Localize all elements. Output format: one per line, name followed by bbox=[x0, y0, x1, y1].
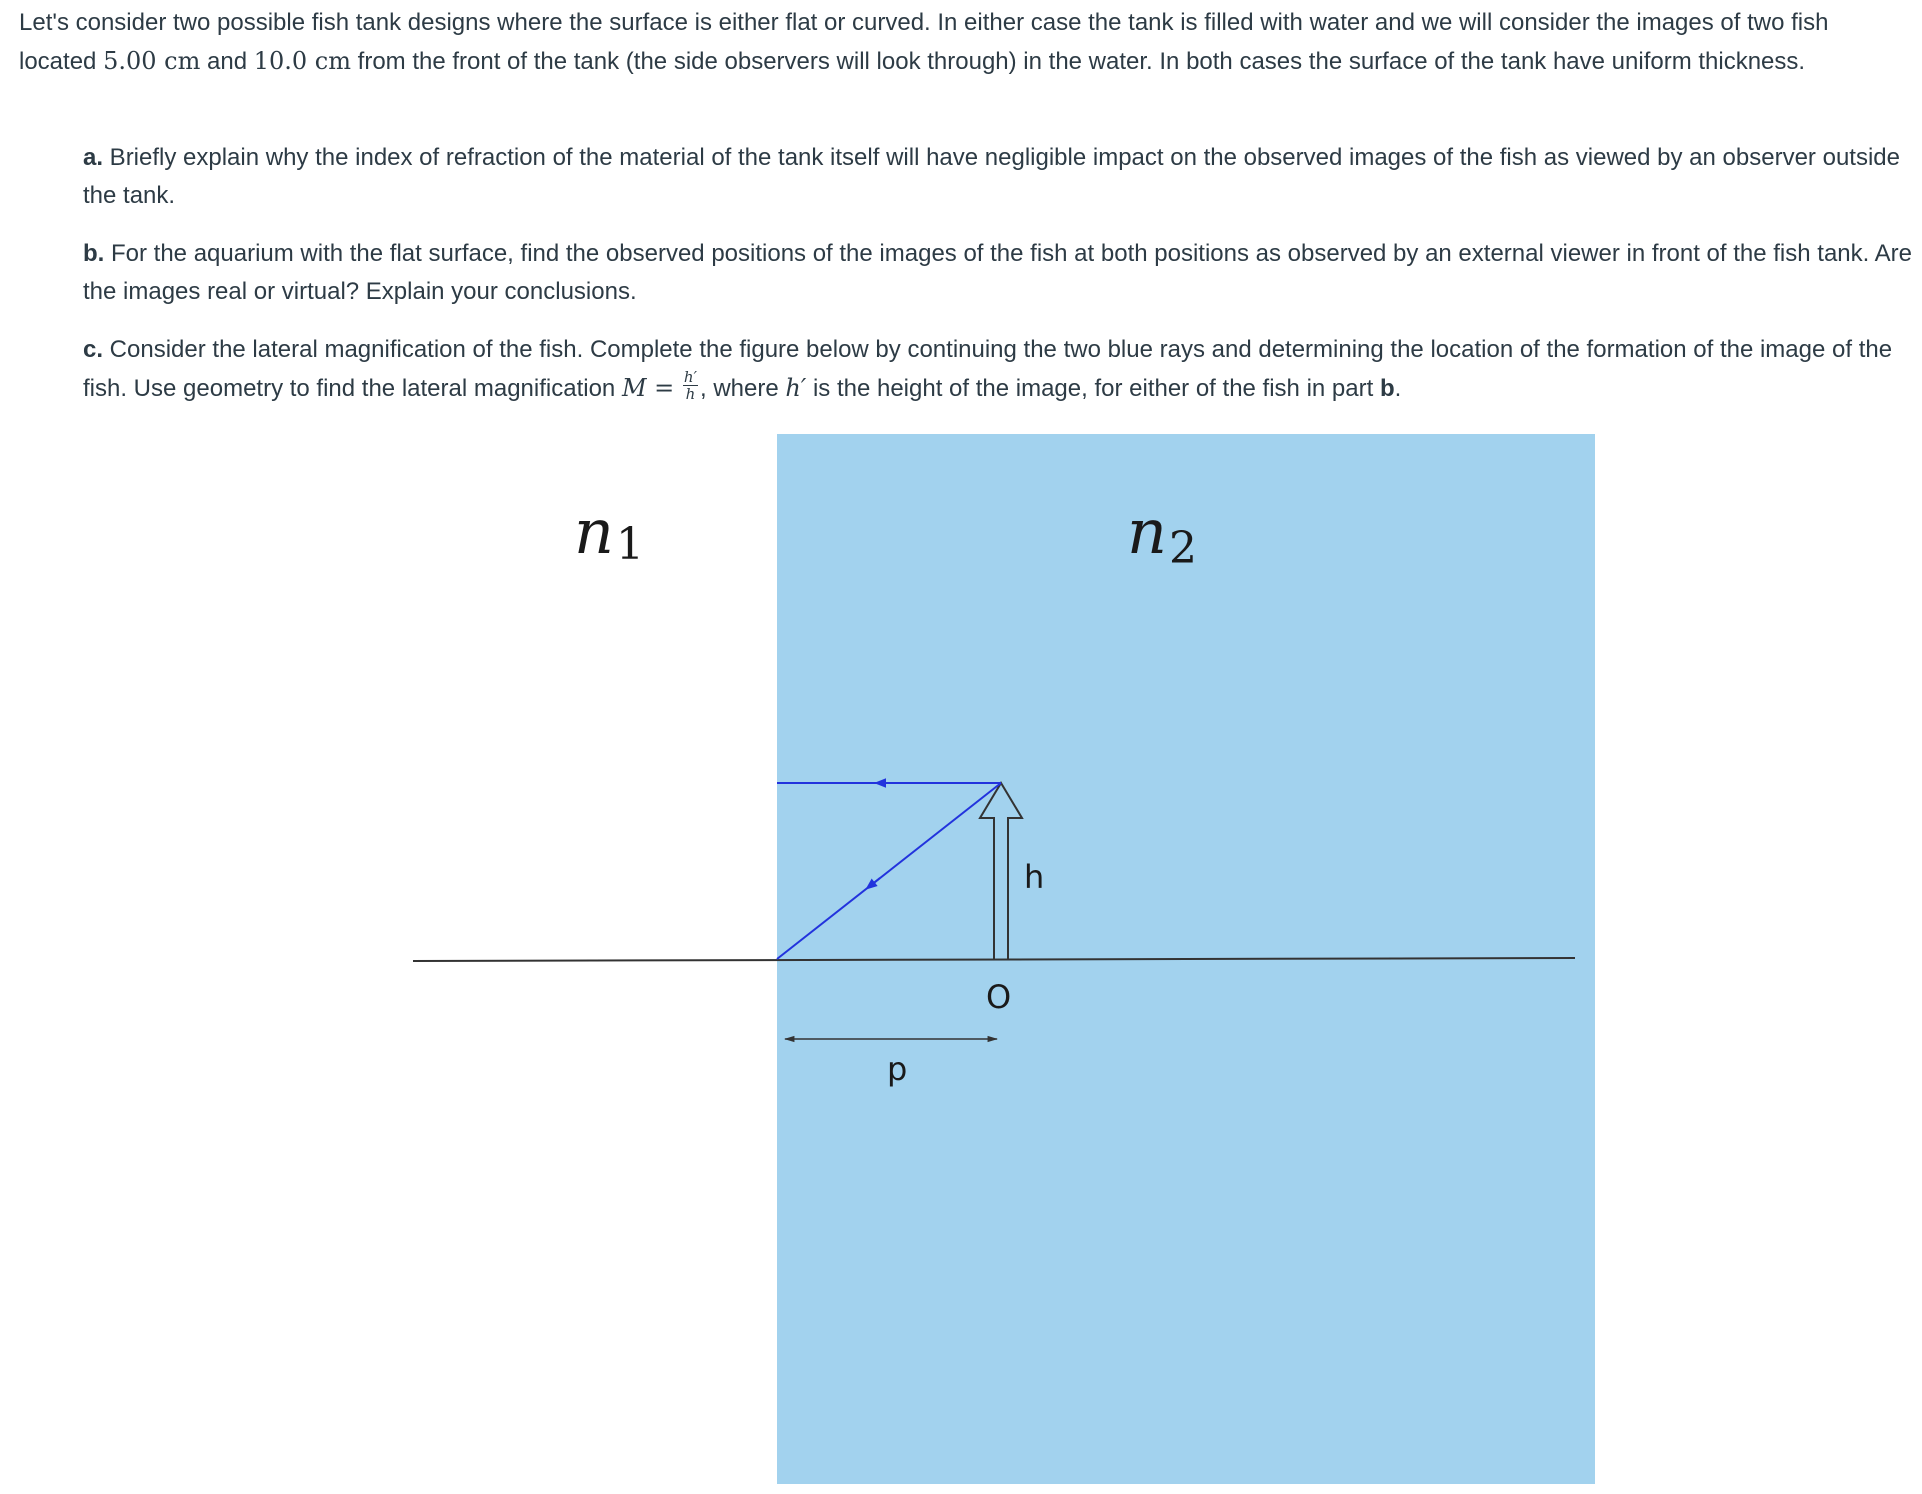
part-a-label: a. bbox=[83, 144, 104, 171]
part-c-label: c. bbox=[83, 336, 104, 363]
n2-letter: n bbox=[1127, 495, 1167, 568]
part-c-text-1: Consider the lateral magnification of the fish. Complete the figure below by continuing the two blue rays and determining the location of the formation of the image of the fish. Use geometry to find the lateral magnification bbox=[83, 336, 1893, 402]
magnification-lhs: M = bbox=[621, 374, 675, 402]
intro-text-3: from the front of the tank (the side observers will look through) in the water. In both cases the surface of the tank have uniform thickness. bbox=[350, 48, 1806, 75]
part-a-text: Briefly explain why the index of refraction of the material of the tank itself will have negligible impact on the observed images of the fish as viewed by an observer outside the tank. bbox=[83, 144, 1900, 209]
n1-letter: n bbox=[574, 495, 614, 568]
n1-label bbox=[574, 495, 644, 570]
fraction-numerator: h′ bbox=[683, 368, 697, 387]
part-c-text-4: . bbox=[1394, 375, 1402, 402]
n1-subscript: 1 bbox=[615, 519, 644, 570]
part-c-text-3: is the height of the image, for either of the fish in part bbox=[806, 375, 1380, 402]
fraction-denominator: h bbox=[685, 385, 696, 404]
n2-subscript: 2 bbox=[1168, 523, 1197, 574]
intro-text-1: Let's consider two possible fish tank designs where the surface is either flat or curved. In either case the tank is filled with water and we will consider the images of two fish located bbox=[19, 9, 1829, 75]
distance-label: p bbox=[887, 1050, 908, 1088]
part-b-reference: b bbox=[1379, 375, 1395, 402]
object-label: O bbox=[986, 978, 1012, 1016]
part-c-text-2: , where bbox=[700, 375, 786, 402]
part-b-text: For the aquarium with the flat surface, find the observed positions of the images of the fish at both positions as observed by an external viewer in front of the fish tank. Are the images real or virtual? Explain your conclusions. bbox=[83, 240, 1912, 305]
distance-1: 5.00 cm bbox=[103, 47, 201, 75]
distance-2: 10.0 cm bbox=[253, 47, 351, 75]
height-label: h bbox=[1024, 858, 1045, 896]
image-height-symbol: h′ bbox=[785, 374, 807, 402]
part-b-label: b. bbox=[83, 240, 105, 267]
intro-text-2: and bbox=[200, 48, 254, 75]
